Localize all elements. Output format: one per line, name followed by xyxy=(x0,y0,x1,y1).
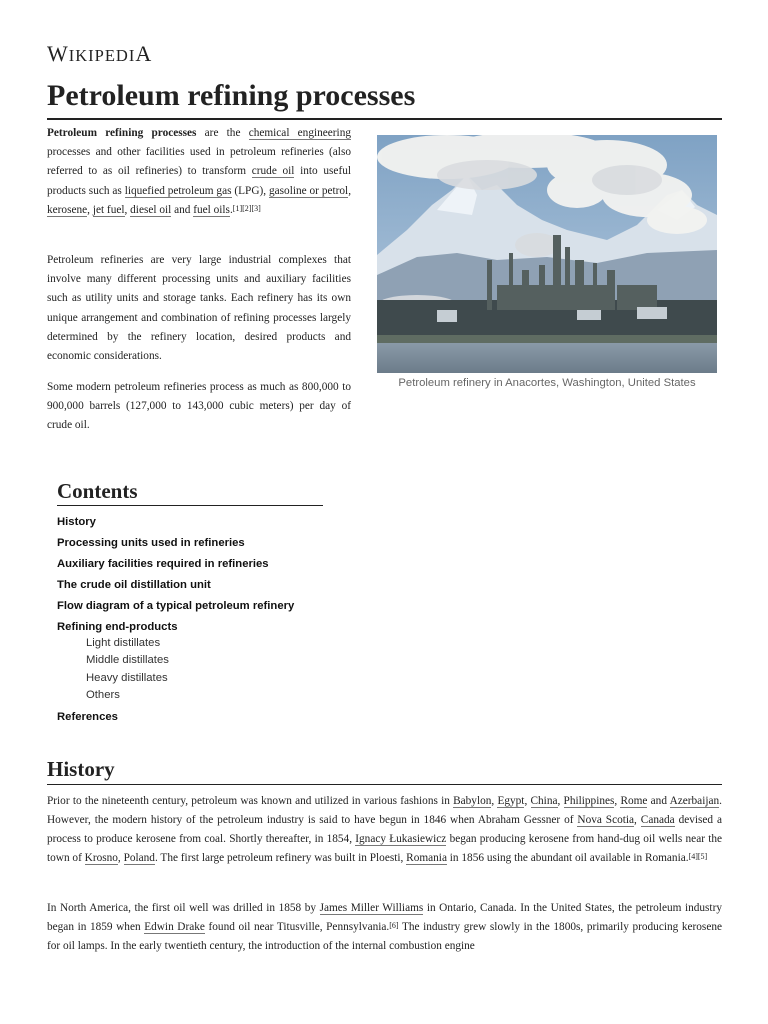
link-canada[interactable]: Canada xyxy=(640,814,675,827)
link-china[interactable]: China xyxy=(530,795,558,807)
link-babylon[interactable]: Babylon xyxy=(453,795,492,807)
toc-divider xyxy=(57,505,323,506)
figure-caption: Petroleum refinery in Anacortes, Washington, United States xyxy=(398,377,696,389)
link-ignacy-lukasiewicz[interactable]: Ignacy Łukasiewicz xyxy=(355,833,447,846)
citation-6[interactable]: [6] xyxy=(389,921,399,931)
link-crude-oil[interactable]: crude oil xyxy=(251,165,295,178)
intro-paragraph-2: Petroleum refineries are very large industrial complexes that involve many different processing units and auxiliary facilities such as utility units and storage tanks. Each refinery has its own unique arrangement and combination of refining processes largely determined by the refinery location, desired products and economic considerations. xyxy=(47,254,351,363)
history-divider xyxy=(47,784,722,785)
toc-item-auxiliary-facilities[interactable]: Auxiliary facilities required in refineries xyxy=(57,558,269,570)
link-rome[interactable]: Rome xyxy=(620,795,648,807)
link-nova-scotia[interactable]: Nova Scotia xyxy=(577,814,635,827)
toc-item-distillation-unit[interactable]: The crude oil distillation unit xyxy=(57,579,211,591)
title-divider xyxy=(47,118,722,120)
link-philippines[interactable]: Philippines xyxy=(563,795,615,807)
link-jet-fuel[interactable]: jet fuel xyxy=(92,203,125,216)
section-heading-history: History xyxy=(47,757,115,781)
citation-1-3[interactable]: [1][2][3] xyxy=(232,203,261,213)
link-liquefied-petroleum-gas[interactable]: liquefied petroleum gas xyxy=(124,184,232,197)
link-james-miller-williams[interactable]: James Miller Williams xyxy=(319,902,424,914)
toc-subitem-others[interactable]: Others xyxy=(86,688,120,701)
table-of-contents xyxy=(57,478,323,728)
refinery-photo[interactable] xyxy=(377,135,717,373)
toc-item-flow-diagram[interactable]: Flow diagram of a typical petroleum refinery xyxy=(57,600,295,612)
toc-item-processing-units[interactable]: Processing units used in refineries xyxy=(57,537,245,549)
link-egypt[interactable]: Egypt xyxy=(497,795,525,807)
link-kerosene[interactable]: kerosene xyxy=(47,203,88,216)
toc-subitem-heavy-distillates[interactable]: Heavy distillates xyxy=(86,671,168,684)
link-poland[interactable]: Poland xyxy=(123,852,155,865)
link-chemical-engineering[interactable]: chemical engineering xyxy=(248,127,351,139)
toc-subitem-light-distillates[interactable]: Light distillates xyxy=(86,637,161,649)
link-gasoline[interactable]: gasoline or petrol xyxy=(268,184,349,197)
toc-title: Contents xyxy=(57,479,138,503)
link-diesel-oil[interactable]: diesel oil xyxy=(130,203,172,216)
link-romania[interactable]: Romania xyxy=(406,852,447,865)
toc-item-references[interactable]: References xyxy=(57,711,118,724)
intro-paragraph-1: Petroleum refining processes are the chemical engineering processes and other facilities used in petroleum refineries (also referred to as oil refineries) to transform crude oil into useful products such as liquefied petroleum gas (LPG), gasoline or petrol, kerosene, jet fuel, diesel oil and fuel oils.[1][2][3] xyxy=(47,127,352,216)
history-paragraph-2: In North America, the first oil well was drilled in 1858 by James Miller Williams in Ontario, Canada. In the United States, the petroleum industry began in 1859 when Edwin Drake found oil near Titusville, Pennsylvania.[6] The industry grew slowly in the 1800s, primarily producing kerosene for oil lamps. In the early twentieth century, the introduction of the internal combustion engine xyxy=(47,902,723,953)
link-azerbaijan[interactable]: Azerbaijan xyxy=(669,795,720,807)
refinery-figure xyxy=(377,135,717,389)
history-paragraph-1: Prior to the nineteenth century, petroleum was known and utilized in various fashions in Babylon, Egypt, China, Philippines, Rome and Azerbaijan. However, the modern history of the petroleum industry is said to have begun in 1846 when Abraham Gessner of Nova Scotia, Canada devised a process to produce kerosene from coal. Shortly thereafter, in 1854, Ignacy Łukasiewicz began producing kerosene from hand-dug oil wells near the town of Krosno, Poland. The first large petroleum refinery was built in Ploesti, Romania in 1856 using the abundant oil available in Romania.[4][5] xyxy=(47,795,723,865)
link-edwin-drake[interactable]: Edwin Drake xyxy=(144,921,205,934)
wikipedia-logo[interactable]: WIKIPEDIA xyxy=(47,41,153,66)
page-title: Petroleum refining processes xyxy=(47,79,416,112)
citation-4-5[interactable]: [4][5] xyxy=(688,852,708,862)
toc-item-history[interactable]: History xyxy=(57,516,96,528)
intro-paragraph-3: Some modern petroleum refineries process as much as 800,000 to 900,000 barrels (127,000 to 143,000 cubic meters) per day of crude oil. xyxy=(47,381,351,432)
link-krosno[interactable]: Krosno xyxy=(84,852,118,865)
link-fuel-oils[interactable]: fuel oils xyxy=(193,203,230,216)
toc-item-end-products[interactable]: Refining end-products xyxy=(57,621,178,633)
toc-subitem-middle-distillates[interactable]: Middle distillates xyxy=(86,654,169,667)
